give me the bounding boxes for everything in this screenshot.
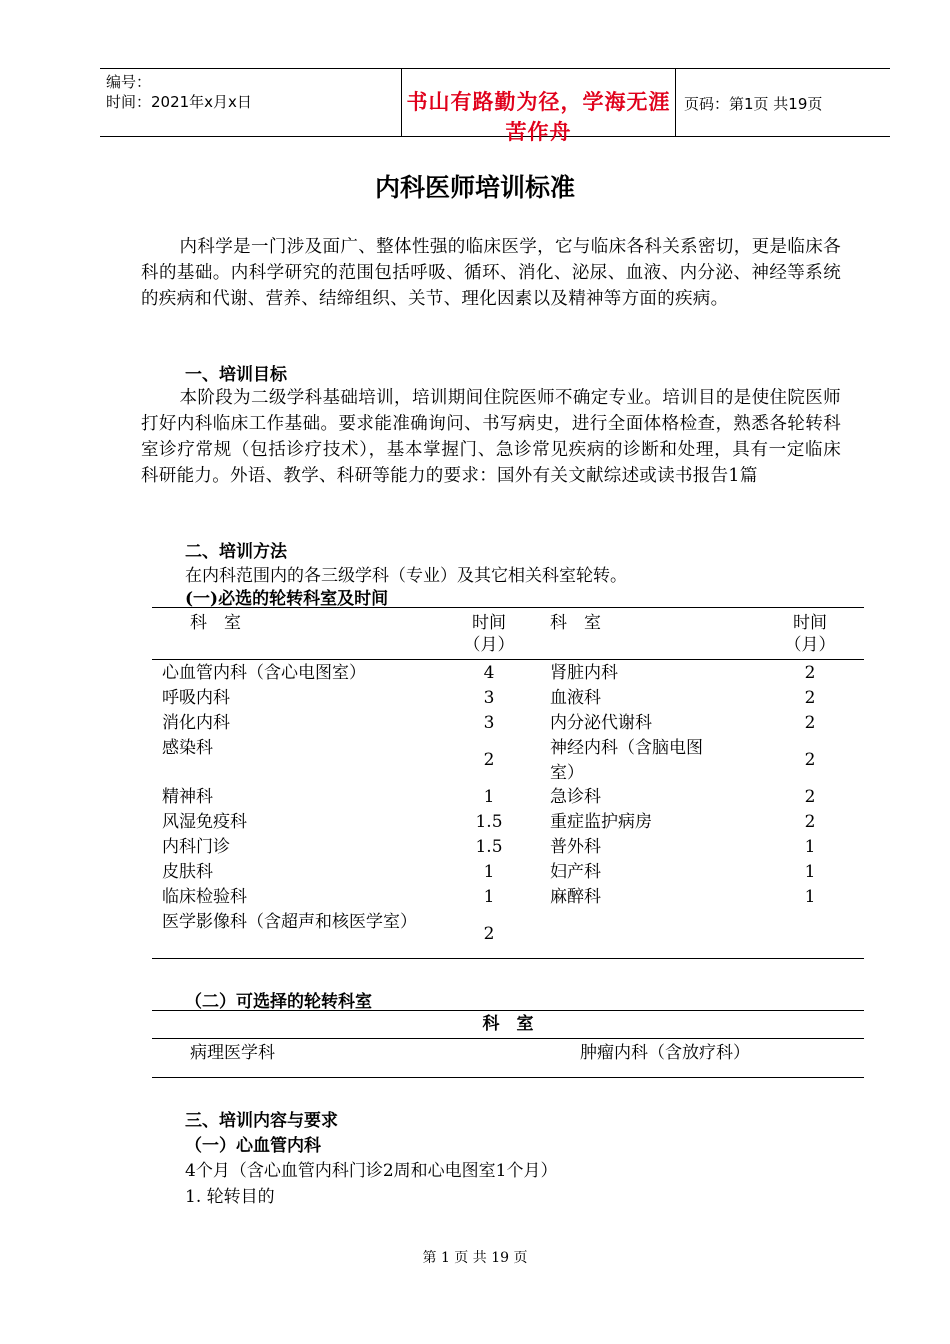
table-cell-dept: 血液科	[550, 688, 601, 708]
table-cell-dept: 妇产科	[550, 862, 601, 882]
table-cell-months: 2	[804, 812, 816, 832]
table-cell-months: 2	[804, 713, 816, 733]
table-cell-months: 2	[804, 750, 816, 770]
table-cell-dept: 麻醉科	[550, 887, 601, 907]
page-indicator: 页码：第1页 共19页	[684, 95, 823, 113]
number-label: 编号：	[106, 73, 152, 91]
table-cell-dept: 神经内科（含脑电图室）	[550, 738, 703, 783]
header-divider	[675, 69, 676, 136]
section-heading-goals: 一、培训目标	[185, 365, 287, 385]
table-cell-months: 2	[804, 663, 816, 683]
table-cell-dept: 精神科	[162, 787, 213, 807]
cardiology-duration: 4个月（含心血管内科门诊2周和心电图室1个月）	[185, 1161, 558, 1181]
document-header	[100, 68, 890, 144]
table-header-rule	[152, 1038, 864, 1039]
subheading-optional-rotations: （二）可选择的轮转科室	[185, 992, 372, 1012]
table-cell-months: 1.5	[475, 812, 503, 832]
intro-text: 内科学是一门涉及面广、整体性强的临床医学，它与临床各科关系密切，更是临床各科的基础。内科学研究的范围包括呼吸、循环、消化、泌尿、血液、内分泌、神经等系统的疾病和代谢、营养、结缔组织、关节、理化因素以及精神等方面的疾病。	[141, 237, 841, 309]
table-cell-dept: 心血管内科（含心电图室）	[162, 663, 366, 683]
table-cell-months: 2	[804, 688, 816, 708]
column-header-dept: 科 室	[190, 613, 241, 633]
table-cell-dept: 皮肤科	[162, 862, 213, 882]
methods-text: 在内科范围内的各三级学科（专业）及其它相关科室轮转。	[185, 566, 627, 586]
table-cell-months: 2	[483, 924, 495, 944]
page-footer: 第 1 页 共 19 页	[422, 1250, 528, 1266]
column-header-dept: 科 室	[482, 1014, 534, 1034]
subheading-cardiology: （一）心血管内科	[185, 1136, 321, 1156]
column-header-time: 时间	[793, 613, 827, 633]
table-cell-months: 4	[483, 663, 495, 683]
column-header-unit: （月）	[463, 635, 515, 655]
column-header-unit: （月）	[784, 635, 836, 655]
table-cell-dept: 临床检验科	[162, 887, 247, 907]
table-cell-dept: 风湿免疫科	[162, 812, 247, 832]
section-heading-content: 三、培训内容与要求	[185, 1111, 338, 1131]
table-cell-months: 1	[804, 837, 816, 857]
table-cell-months: 2	[483, 750, 495, 770]
column-header-time: 时间	[472, 613, 506, 633]
table-cell-months: 2	[804, 787, 816, 807]
table-cell-dept: 呼吸内科	[162, 688, 230, 708]
table-cell-dept: 病理医学科	[190, 1043, 275, 1063]
table-cell-dept: 肾脏内科	[550, 663, 618, 683]
table-cell-months: 1	[804, 862, 816, 882]
goals-text: 本阶段为二级学科基础培训，培训期间住院医师不确定专业。培训目的是使住院医师打好内科临床工作基础。要求能准确询问、书写病史，进行全面体格检查，熟悉各轮转科室诊疗常规（包括诊疗技术），基本掌握门、急诊常见疾病的诊断和处理，具有一定临床科研能力。外语、教学、科研等能力的要求：国外有关文献综述或读书报告1篇	[141, 388, 841, 486]
column-header-dept: 科 室	[550, 613, 601, 633]
section-heading-methods: 二、培训方法	[185, 542, 287, 562]
table-cell-months: 1	[804, 887, 816, 907]
table-cell-dept: 普外科	[550, 837, 601, 857]
goals-paragraph	[141, 385, 841, 489]
table-cell-dept: 内科门诊	[162, 837, 230, 857]
table-cell-dept: 医学影像科（含超声和核医学室）	[162, 912, 417, 932]
table-cell-dept: 消化内科	[162, 713, 230, 733]
table-cell-dept: 感染科	[162, 738, 213, 758]
time-label: 时间：2021年x月x日	[106, 93, 252, 111]
table-cell-months: 1	[483, 887, 495, 907]
optional-rotation-table	[152, 1010, 864, 1078]
subheading-required-rotations: (一)必选的轮转科室及时间	[185, 589, 389, 609]
table-cell-dept: 急诊科	[550, 787, 601, 807]
table-cell-months: 3	[483, 688, 495, 708]
table-header-rule	[152, 659, 864, 660]
header-motto: 书山有路勤为径，学海无涯苦作舟	[406, 90, 671, 144]
table-cell-months: 1	[483, 862, 495, 882]
table-cell-months: 1.5	[475, 837, 503, 857]
rotation-purpose-heading: 1. 轮转目的	[185, 1187, 275, 1207]
table-cell-months: 3	[483, 713, 495, 733]
table-cell-dept: 内分泌代谢科	[550, 713, 652, 733]
intro-paragraph	[141, 234, 841, 312]
table-cell-months: 1	[483, 787, 495, 807]
required-rotation-table	[152, 607, 864, 959]
document-title: 内科医师培训标准	[374, 173, 575, 202]
table-cell-dept: 重症监护病房	[550, 812, 652, 832]
table-cell-dept: 肿瘤内科（含放疗科）	[580, 1043, 750, 1063]
